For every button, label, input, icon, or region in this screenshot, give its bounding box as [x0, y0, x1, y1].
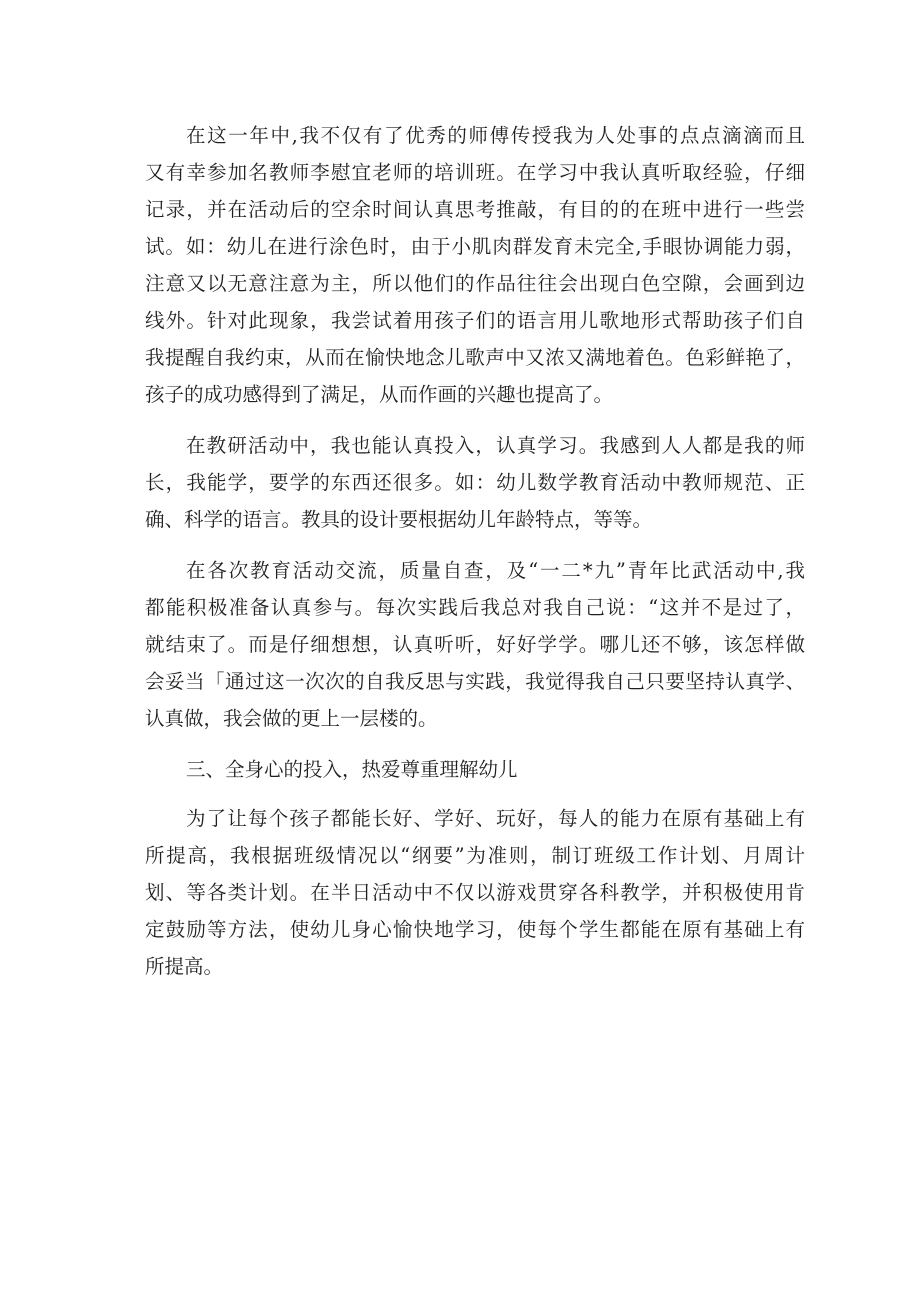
- text-line: 线外。针对此现象，我尝试着用孩子们的语言用儿歌地形式帮助孩子们自: [145, 309, 805, 332]
- text-line: 所提高。: [145, 955, 224, 978]
- text-line: 注意又以无意注意为主，所以他们的作品往往会出现白色空隙，会画到边: [145, 272, 805, 295]
- text-line: 确、科学的语言。教具的设计要根据幼儿年龄特点，等等。: [145, 508, 653, 531]
- text-line: 所提高，我根据班级情况以“纲要”为准则，制订班级工作计划、月周计: [145, 844, 805, 867]
- paragraph-3: [145, 552, 805, 737]
- text-line: 记录，并在活动后的空余时间认真思考推敲，有目的的在班中进行一些尝: [145, 198, 805, 221]
- text-line: 长，我能学，要学的东西还很多。如：幼儿数学教育活动中教师规范、正: [145, 471, 805, 494]
- section-heading: [145, 751, 805, 788]
- paragraph-gap: [145, 538, 805, 552]
- paragraph-4: [145, 800, 805, 985]
- paragraph-2: [145, 427, 805, 538]
- text-line: 又有幸参加名教师李慰宜老师的培训班。在学习中我认真听取经验，仔细: [145, 161, 805, 184]
- text-line: 在教研活动中，我也能认真投入，认真学习。我感到人人都是我的师: [186, 434, 805, 457]
- document-body: [145, 117, 805, 985]
- text-line: 在这一年中,我不仅有了优秀的师傅传授我为人处事的点点滴滴而且: [186, 124, 805, 147]
- paragraph-gap: [145, 413, 805, 427]
- text-line: 在各次教育活动交流，质量自查，及“一二*九”青年比武活动中,我: [186, 559, 805, 582]
- text-line: 为了让每个孩子都能长好、学好、玩好，每人的能力在原有基础上有: [186, 807, 805, 830]
- paragraph-1: [145, 117, 805, 413]
- paragraph-gap: [145, 788, 805, 800]
- text-line: 都能积极准备认真参与。每次实践后我总对我自己说：“这并不是过了，: [145, 596, 805, 619]
- text-line: 划、等各类计划。在半日活动中不仅以游戏贯穿各科教学，并积极使用肯: [145, 881, 805, 904]
- paragraph-gap: [145, 737, 805, 751]
- section-heading-text: 三、全身心的投入，热爱尊重理解幼儿: [186, 758, 518, 781]
- text-line: 我提醒自我约束，从而在愉快地念儿歌声中又浓又满地着色。色彩鲜艳了，: [145, 346, 805, 369]
- text-line: 就结束了。而是仔细想想，认真听听，好好学学。哪儿还不够，该怎样做: [145, 633, 805, 656]
- text-line: 会妥当「通过这一次次的自我反思与实践，我觉得我自己只要坚持认真学、: [145, 670, 805, 693]
- text-line: 定鼓励等方法，使幼儿身心愉快地学习，使每个学生都能在原有基础上有: [145, 918, 805, 941]
- text-line: 孩子的成功感得到了满足，从而作画的兴趣也提高了。: [145, 383, 614, 406]
- text-line: 认真做，我会做的更上一层楼的。: [145, 707, 438, 730]
- text-line: 试。如：幼儿在进行涂色时，由于小肌肉群发育未完全,手眼协调能力弱，: [145, 235, 805, 258]
